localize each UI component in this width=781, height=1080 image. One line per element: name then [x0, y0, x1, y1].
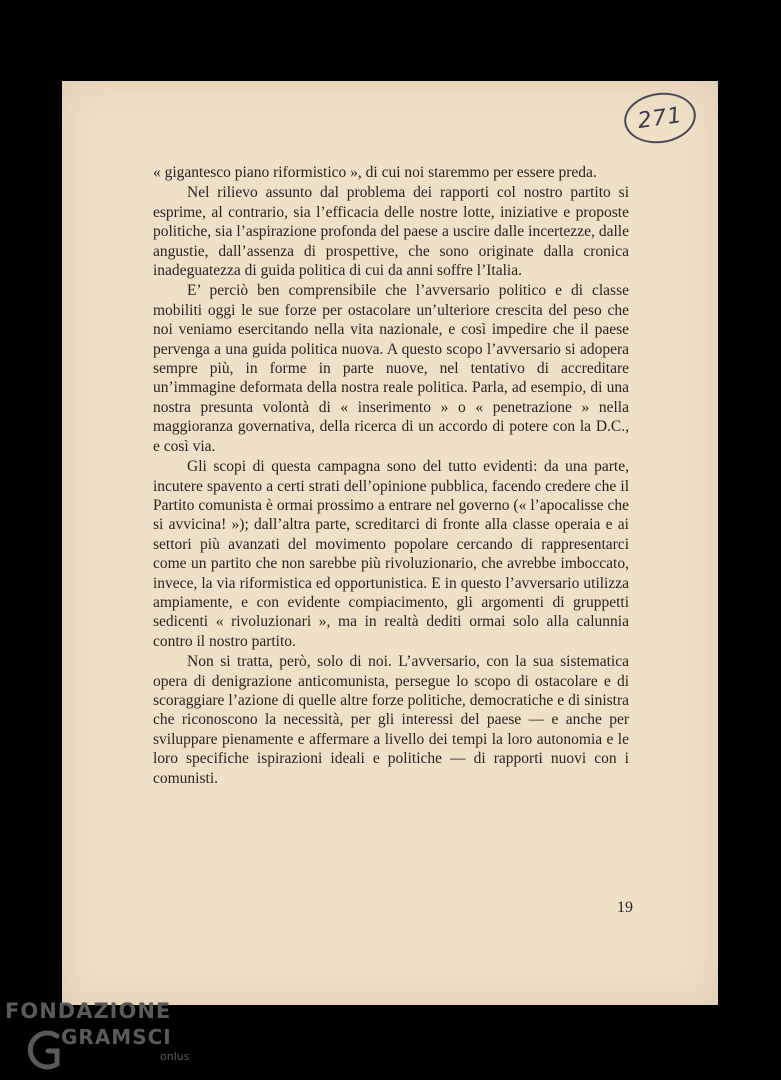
logo-g-mark-icon — [30, 1033, 57, 1067]
logo-line-1: FONDAZIONE — [5, 999, 172, 1023]
document-page — [62, 81, 718, 1005]
paragraph-1: « gigantesco piano riformistico », di cui noi staremmo per essere preda. — [153, 164, 597, 181]
paragraph-4: Gli scopi di questa campagna sono del tutto evidenti: da una parte, incutere spavento a certi strati dell’opinione pubblica, facendo credere che il Partito comunista è ormai prossimo a entrare nel governo (« l’apocalisse che si avvicina! »); dall’altra parte, screditarci di fronte alla classe operaia e ai settori più avanzati del movimento popolare cercando di rappresentarci come un partito che non sarebbe più rivoluzionario, che avrebbe imboccato, invece, la via riformistica ed opportunistica. E in questo l’avversario utilizza ampiamente, e con evidente compiacimento, gli argomenti di gruppetti sedicenti « rivoluzionari », ma in realtà dediti ormai solo alla calunnia contro il nostro partito. — [153, 458, 629, 650]
archive-number-stamp: 271 — [621, 88, 699, 148]
logo-line-2: GRAMSCI — [61, 1025, 172, 1049]
fondazione-gramsci-logo — [5, 996, 205, 1076]
body-text — [153, 163, 629, 788]
paragraph-2: Nel rilievo assunto dal problema dei rapporti col nostro partito si esprime, al contrario, sia l’efficacia delle nostre lotte, iniziative e proposte politiche, sia l’aspirazione profonda del paese a uscire dalle incertezze, dalle angustie, dall’assenza di prospettive, che sono originate dalla cronica inadeguatezza di guida politica di cui da anni soffre l’Italia. — [153, 184, 629, 280]
logo-line-3: onlus — [160, 1050, 190, 1063]
page-number: 19 — [617, 899, 633, 916]
paragraph-3: E’ perciò ben comprensibile che l’avversario politico e di classe mobiliti oggi le sue forze per ostacolare un’ulteriore crescita del peso che noi veniamo esercitando nella vita nazionale, e così impedire che il paese pervenga a una guida politica nuova. A questo scopo l’avversario si adopera sempre più, in forme in parte nuove, nel tentativo di accreditare un’immagine deformata della nostra reale politica. Parla, ad esempio, di una nostra presunta volontà di « inserimento » o « penetrazione » nella maggioranza governativa, della ricerca di un accordo di potere con la D.C., e così via. — [153, 282, 629, 455]
paragraph-5: Non si tratta, però, solo di noi. L’avversario, con la sua sistematica opera di denigrazione anticomunista, persegue lo scopo di ostacolare e di scoraggiare l’azione di quelle altre forze politiche, democratiche e di sinistra che riconoscono la necessità, per gli interessi del paese — e anche per sviluppare pienamente e affermare a livello dei tempi la loro autonomia e le loro specifiche ispirazioni ideali e politiche — di rapporti nuovi con i comunisti. — [153, 653, 629, 787]
